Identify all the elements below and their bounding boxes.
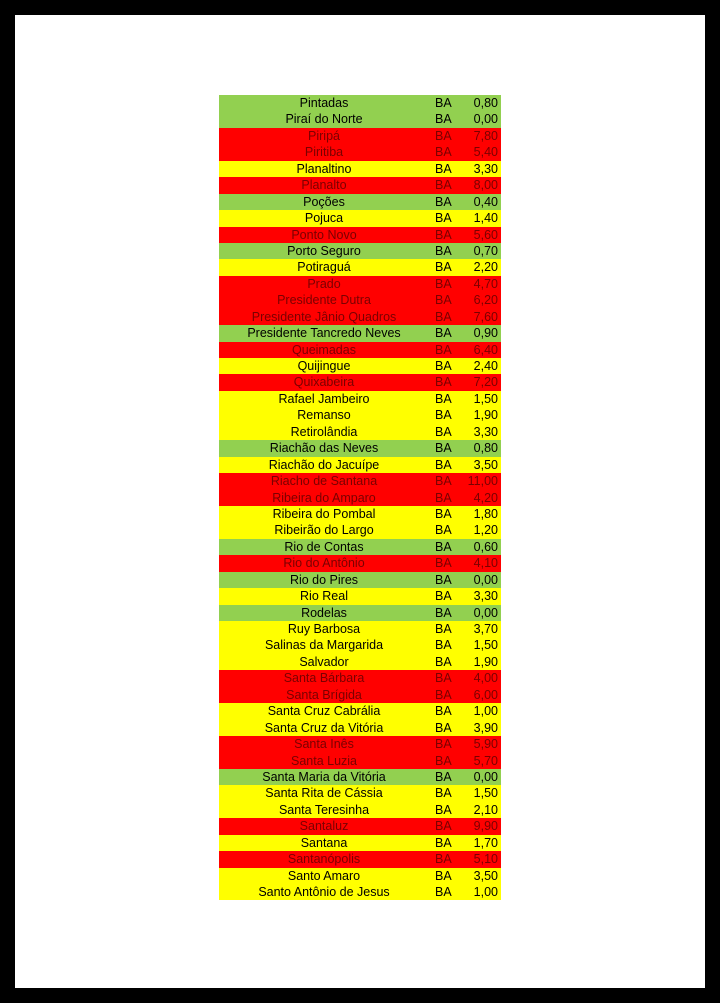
municipality-name: Piraí do Norte <box>285 112 363 127</box>
municipality-name: Pojuca <box>304 211 344 226</box>
state-code: BA <box>435 375 452 390</box>
table-row <box>219 522 501 538</box>
state-code: BA <box>435 835 452 850</box>
state-code: BA <box>435 408 452 423</box>
municipality-name: Ponto Novo <box>291 227 357 242</box>
municipality-name: Rio de Contas <box>284 539 364 554</box>
value-cell: 3,30 <box>473 424 498 439</box>
state-code: BA <box>435 572 452 587</box>
table-row <box>219 670 501 686</box>
value-cell: 7,60 <box>473 309 498 324</box>
state-code: BA <box>435 424 452 439</box>
value-cell: 3,50 <box>473 868 498 883</box>
table-row <box>219 440 501 456</box>
value-cell: 1,70 <box>473 835 498 850</box>
municipality-name: Potiraguá <box>297 260 351 275</box>
state-code: BA <box>435 178 452 193</box>
municipality-name: Presidente Dutra <box>277 293 371 308</box>
municipality-name: Porto Seguro <box>287 243 361 258</box>
value-cell: 3,50 <box>473 457 498 472</box>
value-cell: 2,20 <box>473 260 498 275</box>
table-row <box>219 144 501 160</box>
table-row <box>219 227 501 243</box>
municipality-name: Santaluz <box>299 819 349 834</box>
state-code: BA <box>435 211 452 226</box>
value-cell: 5,90 <box>473 737 498 752</box>
municipality-name: Rio Real <box>300 589 348 604</box>
value-cell: 0,00 <box>473 572 498 587</box>
municipality-name: Riacho de Santana <box>270 474 378 489</box>
value-cell: 0,80 <box>473 96 498 110</box>
value-cell: 1,80 <box>473 506 498 521</box>
municipality-name: Ribeira do Amparo <box>272 490 376 505</box>
table-row <box>219 424 501 440</box>
state-code: BA <box>435 605 452 620</box>
state-code: BA <box>435 506 452 521</box>
table-row <box>219 259 501 275</box>
municipality-name: Santa Inês <box>294 737 354 752</box>
state-code: BA <box>435 227 452 242</box>
municipality-name: Planaltino <box>296 161 352 176</box>
value-cell: 6,00 <box>473 687 498 702</box>
municipality-name: Santanópolis <box>287 852 361 867</box>
table-row <box>219 621 501 637</box>
state-code: BA <box>435 457 452 472</box>
value-cell: 1,50 <box>473 391 498 406</box>
state-code: BA <box>435 474 452 489</box>
municipality-name: Piripá <box>308 128 340 143</box>
state-code: BA <box>435 802 452 817</box>
table-row <box>219 687 501 703</box>
value-cell: 3,30 <box>473 589 498 604</box>
table-row <box>219 407 501 423</box>
state-code: BA <box>435 194 452 209</box>
state-code: BA <box>435 769 452 784</box>
table-row <box>219 539 501 555</box>
municipality-name: Quijingue <box>297 359 351 373</box>
state-code: BA <box>435 687 452 702</box>
municipality-name: Santa Maria da Vitória <box>262 769 386 784</box>
state-code: BA <box>435 654 452 669</box>
value-cell: 0,70 <box>473 243 498 258</box>
state-code: BA <box>435 293 452 308</box>
municipality-name: Quixabeira <box>293 375 355 390</box>
municipality-name: Riachão das Neves <box>269 441 379 456</box>
value-cell: 3,90 <box>473 720 498 735</box>
municipality-name: Santo Amaro <box>287 868 361 883</box>
state-code: BA <box>435 638 452 653</box>
value-cell: 6,40 <box>473 342 498 357</box>
municipality-name: Presidente Jânio Quadros <box>251 309 397 324</box>
table-row <box>219 194 501 210</box>
document-page <box>15 15 705 988</box>
municipality-name: Presidente Tancredo Neves <box>247 326 401 341</box>
table-row <box>219 342 501 358</box>
table-row <box>219 276 501 292</box>
table-row <box>219 703 501 719</box>
value-cell: 9,90 <box>473 819 498 834</box>
value-cell: 1,00 <box>473 704 498 719</box>
value-cell: 5,40 <box>473 145 498 160</box>
municipality-name: Salvador <box>299 654 349 669</box>
state-code: BA <box>435 96 452 110</box>
state-code: BA <box>435 753 452 768</box>
state-code: BA <box>435 671 452 686</box>
value-cell: 4,10 <box>473 556 498 571</box>
municipality-name: Santa Brígida <box>286 687 362 702</box>
municipality-name: Rio do Antônio <box>283 556 365 571</box>
value-cell: 0,00 <box>473 112 498 127</box>
value-cell: 3,30 <box>473 161 498 176</box>
value-cell: 3,70 <box>473 622 498 636</box>
value-cell: 7,20 <box>473 375 498 390</box>
municipality-name: Rafael Jambeiro <box>278 391 370 406</box>
value-cell: 4,20 <box>473 490 498 505</box>
table-row <box>219 325 501 341</box>
municipality-name: Rodelas <box>301 605 347 620</box>
state-code: BA <box>435 309 452 324</box>
state-code: BA <box>435 737 452 752</box>
municipality-name: Poções <box>303 194 345 209</box>
value-cell: 7,80 <box>473 128 498 143</box>
table-row <box>219 243 501 259</box>
state-code: BA <box>435 885 452 899</box>
table-row <box>219 111 501 127</box>
value-cell: 1,00 <box>473 885 498 899</box>
municipality-name: Planalto <box>301 178 347 193</box>
table-row <box>219 309 501 325</box>
state-code: BA <box>435 868 452 883</box>
state-code: BA <box>435 276 452 291</box>
state-code: BA <box>435 326 452 341</box>
table-row <box>219 868 501 884</box>
municipality-name: Salinas da Margarida <box>264 638 384 653</box>
state-code: BA <box>435 260 452 275</box>
municipality-table <box>219 95 501 900</box>
table-row <box>219 818 501 834</box>
table-row <box>219 835 501 851</box>
state-code: BA <box>435 589 452 604</box>
table-row <box>219 555 501 571</box>
value-cell: 0,60 <box>473 539 498 554</box>
table-row <box>219 177 501 193</box>
municipality-name: Queimadas <box>292 342 356 357</box>
state-code: BA <box>435 556 452 571</box>
table-row <box>219 292 501 308</box>
state-code: BA <box>435 441 452 456</box>
table-row <box>219 210 501 226</box>
table-row <box>219 769 501 785</box>
state-code: BA <box>435 161 452 176</box>
value-cell: 0,00 <box>473 605 498 620</box>
table-row <box>219 588 501 604</box>
state-code: BA <box>435 819 452 834</box>
table-row <box>219 851 501 867</box>
municipality-name: Retirolândia <box>290 424 358 439</box>
table-row <box>219 506 501 522</box>
state-code: BA <box>435 622 452 636</box>
table-row <box>219 128 501 144</box>
value-cell: 1,50 <box>473 786 498 801</box>
state-code: BA <box>435 145 452 160</box>
value-cell: 2,10 <box>473 802 498 817</box>
municipality-name: Ribeirão do Largo <box>274 523 374 538</box>
value-cell: 0,40 <box>473 194 498 209</box>
table-row <box>219 572 501 588</box>
table-row <box>219 161 501 177</box>
table-row <box>219 490 501 506</box>
municipality-name: Pintadas <box>299 96 349 110</box>
value-cell: 6,20 <box>473 293 498 308</box>
municipality-name: Santa Cruz Cabrália <box>267 704 381 719</box>
value-cell: 0,90 <box>473 326 498 341</box>
state-code: BA <box>435 112 452 127</box>
table-row <box>219 637 501 653</box>
municipality-name: Ribeira do Pombal <box>272 506 376 521</box>
municipality-name: Santa Cruz da Vitória <box>264 720 384 735</box>
table-row <box>219 391 501 407</box>
municipality-name: Santa Rita de Cássia <box>265 786 383 801</box>
municipality-name: Piritiba <box>304 145 344 160</box>
table-row <box>219 785 501 801</box>
state-code: BA <box>435 359 452 373</box>
municipality-name: Prado <box>307 276 341 291</box>
state-code: BA <box>435 720 452 735</box>
value-cell: 1,50 <box>473 638 498 653</box>
table-row <box>219 736 501 752</box>
table-row <box>219 457 501 473</box>
value-cell: 2,40 <box>473 359 498 373</box>
value-cell: 1,40 <box>473 211 498 226</box>
value-cell: 4,70 <box>473 276 498 291</box>
municipality-name: Santa Bárbara <box>283 671 365 686</box>
table-row <box>219 802 501 818</box>
state-code: BA <box>435 342 452 357</box>
municipality-name: Ruy Barbosa <box>287 622 361 636</box>
state-code: BA <box>435 786 452 801</box>
value-cell: 1,90 <box>473 408 498 423</box>
value-cell: 0,00 <box>473 769 498 784</box>
table-row <box>219 95 501 111</box>
municipality-name: Riachão do Jacuípe <box>268 457 380 472</box>
municipality-name: Santana <box>300 835 348 850</box>
value-cell: 1,20 <box>473 523 498 538</box>
table-row <box>219 720 501 736</box>
municipality-name: Rio do Pires <box>289 572 359 587</box>
state-code: BA <box>435 243 452 258</box>
value-cell: 5,70 <box>473 753 498 768</box>
value-cell: 1,90 <box>473 654 498 669</box>
state-code: BA <box>435 523 452 538</box>
value-cell: 4,00 <box>473 671 498 686</box>
value-cell: 8,00 <box>473 178 498 193</box>
table-row <box>219 753 501 769</box>
table-row <box>219 605 501 621</box>
municipality-name: Santa Teresinha <box>278 802 370 817</box>
municipality-name: Remanso <box>297 408 351 423</box>
table-row <box>219 473 501 489</box>
municipality-name: Santa Luzia <box>290 753 358 768</box>
table-row <box>219 358 501 374</box>
state-code: BA <box>435 391 452 406</box>
value-cell: 0,80 <box>473 441 498 456</box>
state-code: BA <box>435 490 452 505</box>
state-code: BA <box>435 852 452 867</box>
state-code: BA <box>435 128 452 143</box>
state-code: BA <box>435 704 452 719</box>
table-row <box>219 374 501 390</box>
value-cell: 11,00 <box>467 474 498 489</box>
table-row <box>219 654 501 670</box>
municipality-name: Santo Antônio de Jesus <box>258 885 390 899</box>
table-row <box>219 884 501 900</box>
state-code: BA <box>435 539 452 554</box>
value-cell: 5,10 <box>473 852 498 867</box>
value-cell: 5,60 <box>473 227 498 242</box>
